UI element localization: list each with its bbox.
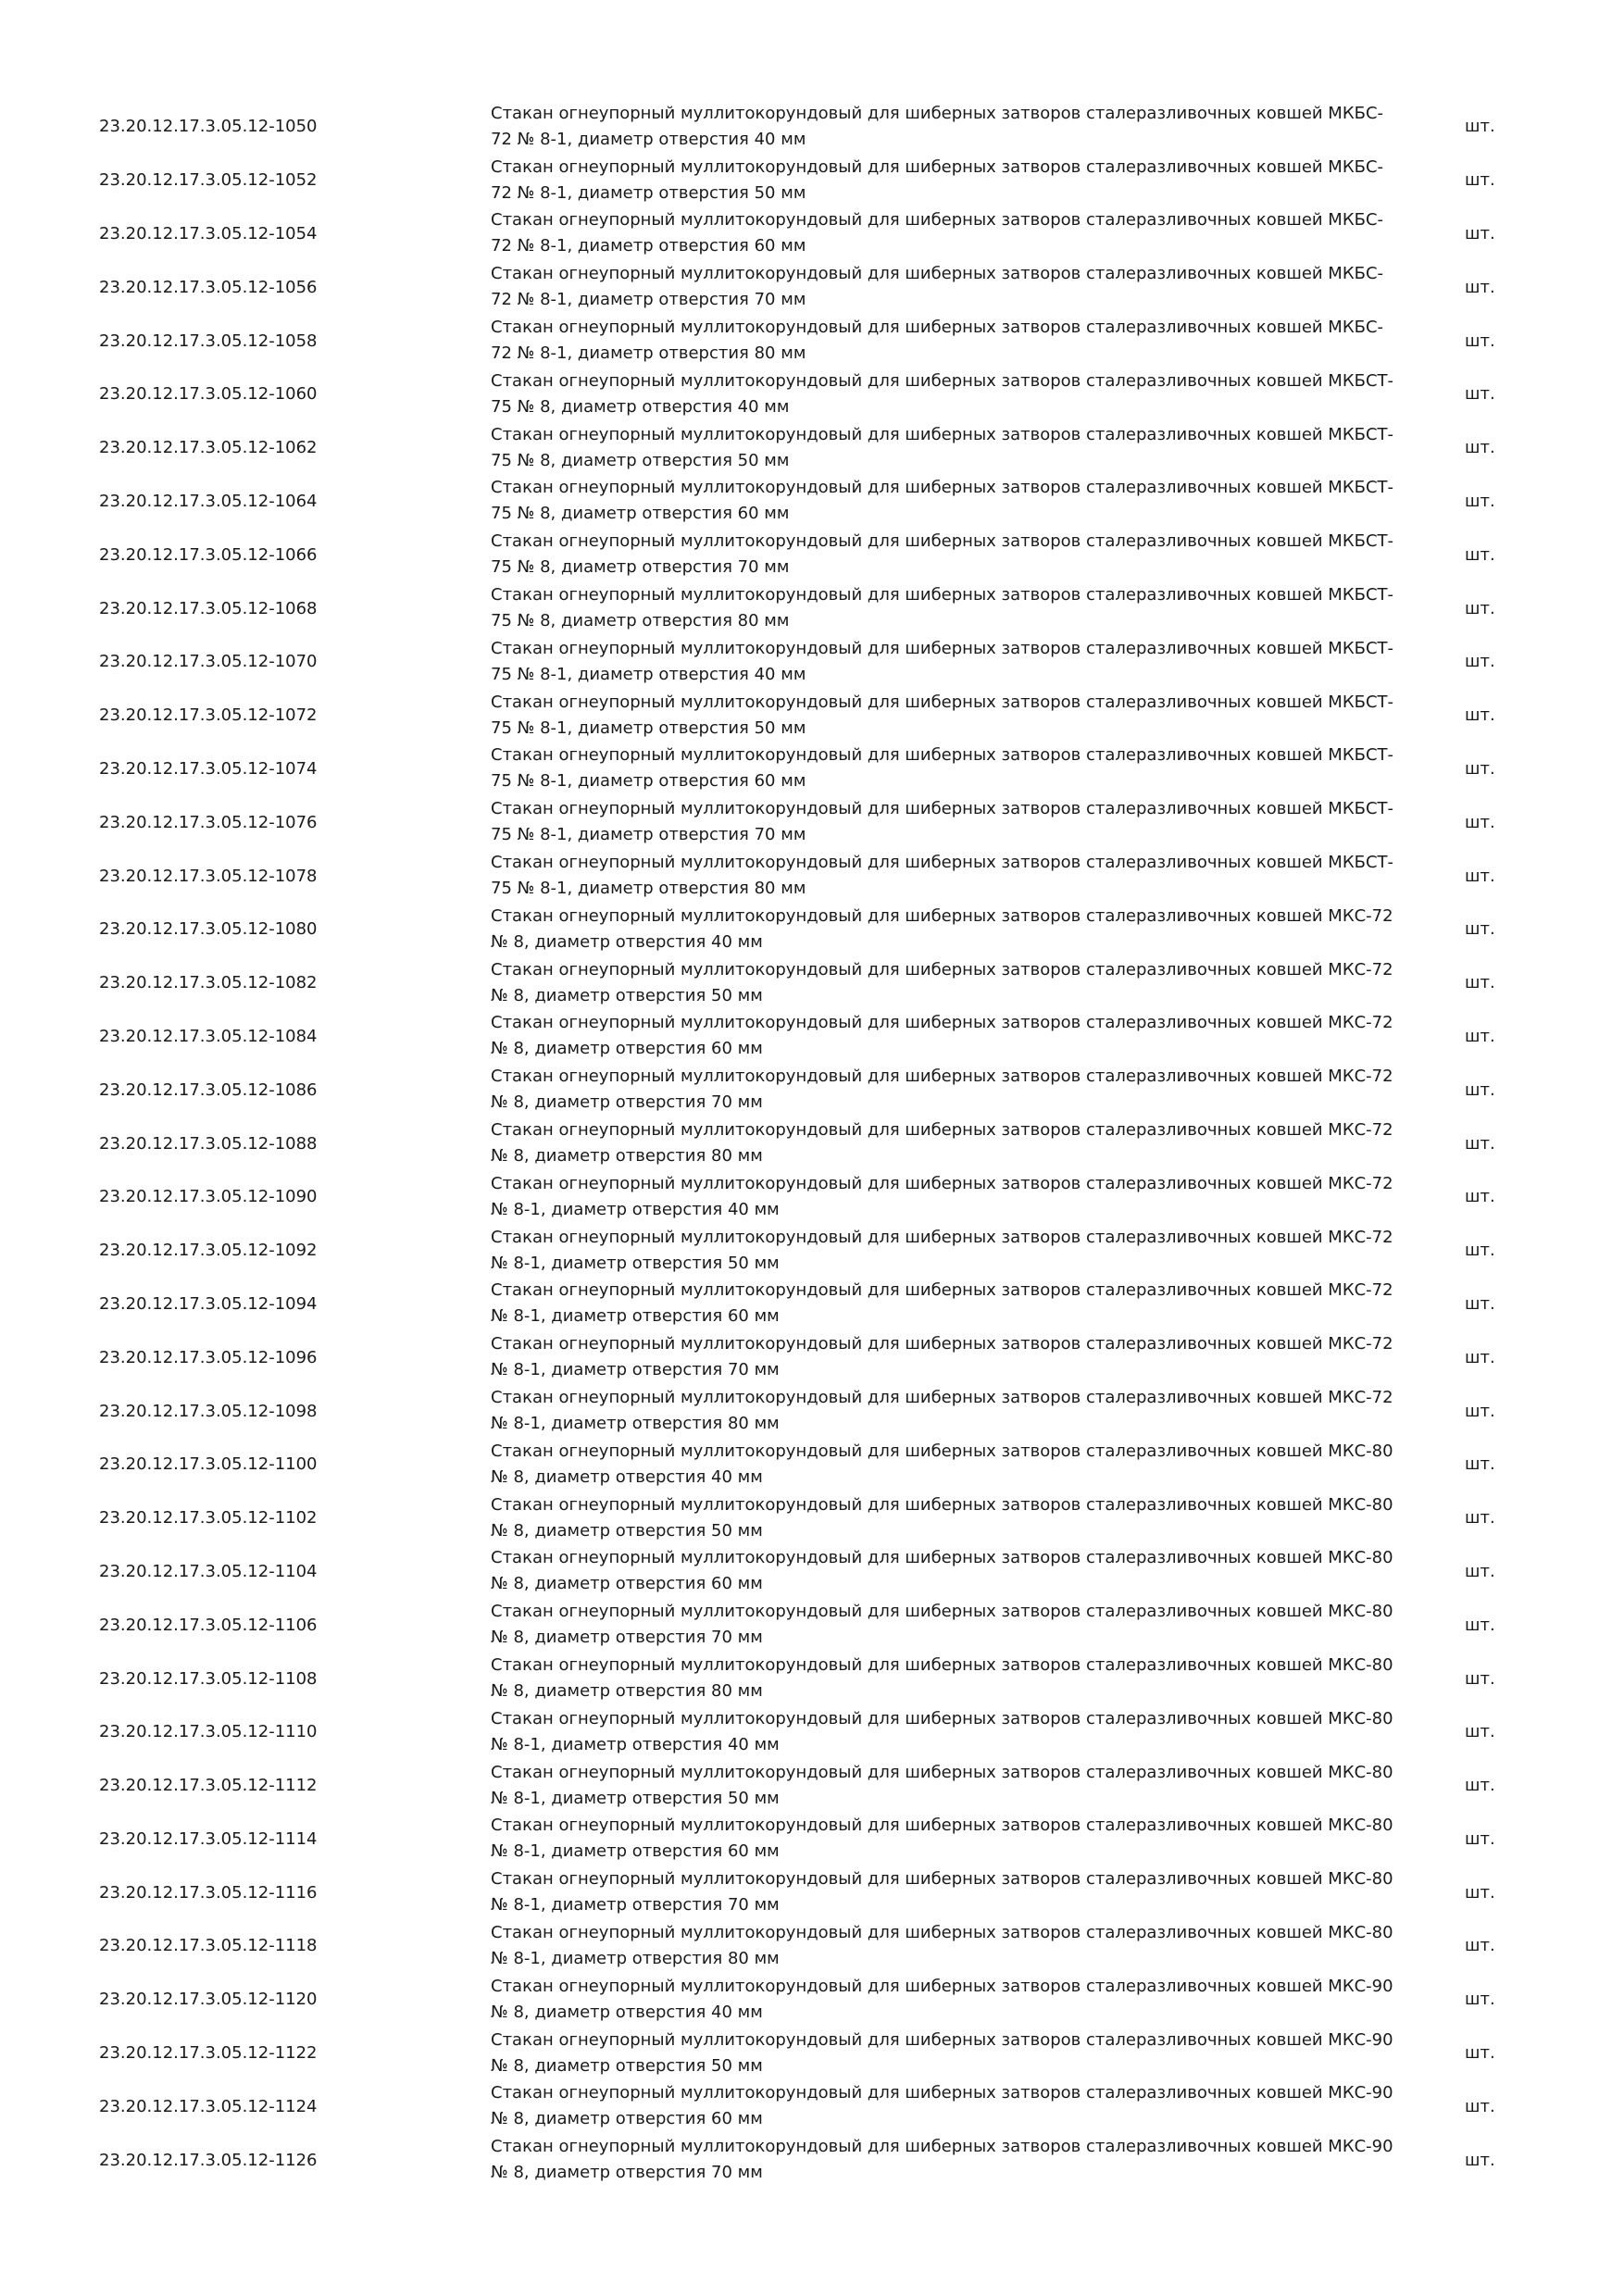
item-description-line-1: Стакан огнеупорный муллитокорундовый для шиберных затворов сталеразливочных ковшей МКБСТ- — [491, 638, 1394, 658]
item-unit: шт. — [1465, 2043, 1495, 2064]
item-code: 23.20.12.17.3.05.12-1086 — [99, 1079, 318, 1100]
item-description-line-1: Стакан огнеупорный муллитокорундовый для шиберных затворов сталеразливочных ковшей МКС-80 — [491, 1762, 1393, 1782]
item-description — [491, 903, 1465, 956]
table-row — [99, 1438, 1562, 1491]
item-description-line-2: № 8, диаметр отверстия 80 мм — [491, 1146, 763, 1167]
item-description-line-2: 75 № 8, диаметр отверстия 50 мм — [491, 450, 790, 470]
item-unit: шт. — [1465, 544, 1495, 565]
table-row — [99, 903, 1562, 956]
table-row — [99, 154, 1562, 207]
item-unit: шт. — [1465, 438, 1495, 458]
table-row — [99, 635, 1562, 689]
item-description — [491, 260, 1465, 314]
item-description — [491, 1813, 1465, 1866]
item-unit: шт. — [1465, 1776, 1495, 1796]
item-description-line-2: № 8-1, диаметр отверстия 80 мм — [491, 1948, 780, 1968]
item-description — [491, 689, 1465, 742]
item-description-line-1: Стакан огнеупорный муллитокорундовый для шиберных затворов сталеразливочных ковшей МКС-72 — [491, 1388, 1393, 1408]
item-description — [491, 368, 1465, 421]
item-code: 23.20.12.17.3.05.12-1094 — [99, 1293, 318, 1314]
item-description-line-1: Стакан огнеупорный муллитокорундовый для шиберных затворов сталеразливочных ковшей МКБС- — [491, 318, 1384, 338]
item-description — [491, 1545, 1465, 1599]
item-description — [491, 1224, 1465, 1278]
item-description — [491, 154, 1465, 207]
item-unit: шт. — [1465, 598, 1495, 618]
table-row — [99, 1384, 1562, 1438]
item-description-line-2: № 8-1, диаметр отверстия 60 мм — [491, 1306, 780, 1327]
item-code: 23.20.12.17.3.05.12-1120 — [99, 1990, 318, 2010]
item-description-line-1: Стакан огнеупорный муллитокорундовый для шиберных затворов сталеразливочных ковшей МКБСТ- — [491, 370, 1394, 391]
item-description-line-2: 75 № 8, диаметр отверстия 80 мм — [491, 611, 790, 631]
item-description-line-2: № 8, диаметр отверстия 40 мм — [491, 1466, 763, 1487]
item-code: 23.20.12.17.3.05.12-1068 — [99, 598, 318, 618]
item-description — [491, 1652, 1465, 1705]
item-description — [491, 1598, 1465, 1652]
item-unit: шт. — [1465, 1990, 1495, 2010]
table-row — [99, 2133, 1562, 2187]
item-code: 23.20.12.17.3.05.12-1126 — [99, 2150, 318, 2170]
item-description-line-1: Стакан огнеупорный муллитокорундовый для шиберных затворов сталеразливочных ковшей МКБС- — [491, 103, 1384, 123]
item-unit: шт. — [1465, 1722, 1495, 1742]
table-row — [99, 795, 1562, 849]
item-unit: шт. — [1465, 652, 1495, 672]
item-description — [491, 475, 1465, 529]
item-unit: шт. — [1465, 1508, 1495, 1529]
item-description-line-1: Стакан огнеупорный муллитокорундовый для шиберных затворов сталеразливочных ковшей МКС-80 — [491, 1922, 1393, 1942]
item-code: 23.20.12.17.3.05.12-1092 — [99, 1241, 318, 1261]
item-description-line-2: № 8, диаметр отверстия 50 мм — [491, 2055, 763, 2076]
item-code: 23.20.12.17.3.05.12-1110 — [99, 1722, 318, 1742]
item-description-line-1: Стакан огнеупорный муллитокорундовый для шиберных затворов сталеразливочных ковшей МКБС- — [491, 264, 1384, 284]
item-code: 23.20.12.17.3.05.12-1108 — [99, 1668, 318, 1689]
item-description-line-2: 75 № 8-1, диаметр отверстия 60 мм — [491, 771, 806, 792]
item-description-line-1: Стакан огнеупорный муллитокорундовый для шиберных затворов сталеразливочных ковшей МКС-72 — [491, 1067, 1393, 1087]
item-description — [491, 635, 1465, 689]
table-row — [99, 1491, 1562, 1545]
item-code: 23.20.12.17.3.05.12-1062 — [99, 438, 318, 458]
table-row — [99, 1170, 1562, 1224]
item-description-line-2: 75 № 8, диаметр отверстия 70 мм — [491, 557, 790, 578]
item-description-line-2: № 8-1, диаметр отверстия 70 мм — [491, 1360, 780, 1380]
item-description-line-2: 72 № 8-1, диаметр отверстия 60 мм — [491, 236, 806, 256]
item-unit: шт. — [1465, 812, 1495, 832]
item-description — [491, 1010, 1465, 1064]
item-code: 23.20.12.17.3.05.12-1090 — [99, 1187, 318, 1207]
item-unit: шт. — [1465, 491, 1495, 511]
item-description-line-1: Стакан огнеупорный муллитокорундовый для шиберных затворов сталеразливочных ковшей МКС-80 — [491, 1602, 1393, 1622]
table-row — [99, 1598, 1562, 1652]
table-row — [99, 742, 1562, 796]
item-description-line-1: Стакан огнеупорный муллитокорундовый для шиберных затворов сталеразливочных ковшей МКС-72 — [491, 1334, 1393, 1354]
item-code: 23.20.12.17.3.05.12-1054 — [99, 223, 318, 243]
item-description — [491, 2133, 1465, 2187]
item-description-line-1: Стакан огнеупорный муллитокорундовый для шиберных затворов сталеразливочных ковшей МКС-72 — [491, 1013, 1393, 1033]
item-unit: шт. — [1465, 277, 1495, 297]
table-row — [99, 1278, 1562, 1331]
item-description — [491, 1866, 1465, 1919]
item-description-line-2: № 8, диаметр отверстия 50 мм — [491, 985, 763, 1005]
item-unit: шт. — [1465, 331, 1495, 351]
item-description — [491, 1063, 1465, 1117]
table-row — [99, 2079, 1562, 2133]
item-description-line-1: Стакан огнеупорный муллитокорундовый для шиберных затворов сталеразливочных ковшей МКБСТ- — [491, 692, 1394, 712]
item-description — [491, 314, 1465, 368]
item-description — [491, 581, 1465, 635]
item-description — [491, 100, 1465, 154]
item-unit: шт. — [1465, 919, 1495, 940]
item-code: 23.20.12.17.3.05.12-1074 — [99, 758, 318, 779]
item-description-line-1: Стакан огнеупорный муллитокорундовый для шиберных затворов сталеразливочных ковшей МКС-90 — [491, 2137, 1393, 2157]
item-unit: шт. — [1465, 117, 1495, 137]
table-row — [99, 1063, 1562, 1117]
item-description-line-2: № 8-1, диаметр отверстия 50 мм — [491, 1253, 780, 1273]
item-code: 23.20.12.17.3.05.12-1122 — [99, 2043, 318, 2064]
table-row — [99, 207, 1562, 261]
table-row — [99, 1973, 1562, 2027]
item-description — [491, 1117, 1465, 1170]
table-row — [99, 421, 1562, 475]
item-description-line-1: Стакан огнеупорный муллитокорундовый для шиберных затворов сталеразливочных ковшей МКБСТ- — [491, 745, 1394, 766]
table-row — [99, 849, 1562, 903]
table-row — [99, 956, 1562, 1010]
table-row — [99, 1652, 1562, 1705]
item-unit: шт. — [1465, 1882, 1495, 1903]
item-description-line-2: № 8-1, диаметр отверстия 70 мм — [491, 1895, 780, 1915]
item-code: 23.20.12.17.3.05.12-1116 — [99, 1882, 318, 1903]
item-code: 23.20.12.17.3.05.12-1124 — [99, 2096, 318, 2116]
item-unit: шт. — [1465, 973, 1495, 993]
item-description — [491, 849, 1465, 903]
item-description — [491, 421, 1465, 475]
table-row — [99, 528, 1562, 581]
item-unit: шт. — [1465, 1936, 1495, 1956]
item-description-line-2: № 8, диаметр отверстия 70 мм — [491, 1092, 763, 1113]
item-code: 23.20.12.17.3.05.12-1072 — [99, 705, 318, 726]
table-row — [99, 1919, 1562, 1973]
item-code: 23.20.12.17.3.05.12-1082 — [99, 973, 318, 993]
item-description — [491, 1170, 1465, 1224]
item-unit: шт. — [1465, 758, 1495, 779]
table-row — [99, 2027, 1562, 2080]
item-code: 23.20.12.17.3.05.12-1056 — [99, 277, 318, 297]
table-row — [99, 1010, 1562, 1064]
item-description-line-1: Стакан огнеупорный муллитокорундовый для шиберных затворов сталеразливочных ковшей МКС-80 — [491, 1655, 1393, 1675]
item-description — [491, 1705, 1465, 1759]
table-row — [99, 581, 1562, 635]
item-code: 23.20.12.17.3.05.12-1102 — [99, 1508, 318, 1529]
item-code: 23.20.12.17.3.05.12-1078 — [99, 866, 318, 886]
table-row — [99, 1545, 1562, 1599]
item-description — [491, 528, 1465, 581]
item-description — [491, 1330, 1465, 1384]
item-code: 23.20.12.17.3.05.12-1096 — [99, 1347, 318, 1367]
item-unit: шт. — [1465, 1668, 1495, 1689]
item-code: 23.20.12.17.3.05.12-1084 — [99, 1026, 318, 1046]
item-description — [491, 1384, 1465, 1438]
item-description-line-1: Стакан огнеупорный муллитокорундовый для шиберных затворов сталеразливочных ковшей МКБСТ- — [491, 478, 1394, 498]
item-description — [491, 795, 1465, 849]
item-code: 23.20.12.17.3.05.12-1098 — [99, 1401, 318, 1421]
item-description — [491, 207, 1465, 261]
item-description-line-2: 75 № 8-1, диаметр отверстия 40 мм — [491, 664, 806, 684]
item-description-line-1: Стакан огнеупорный муллитокорундовый для шиберных затворов сталеразливочных ковшей МКС-80 — [491, 1708, 1393, 1728]
item-description-line-2: 72 № 8-1, диаметр отверстия 80 мм — [491, 343, 806, 364]
item-description-line-2: № 8, диаметр отверстия 60 мм — [491, 2109, 763, 2129]
item-description — [491, 1438, 1465, 1491]
item-unit: шт. — [1465, 2150, 1495, 2170]
item-code: 23.20.12.17.3.05.12-1058 — [99, 331, 318, 351]
item-description — [491, 2079, 1465, 2133]
table-row — [99, 1224, 1562, 1278]
item-description-line-2: № 8, диаметр отверстия 70 мм — [491, 2163, 763, 2183]
item-description-line-1: Стакан огнеупорный муллитокорундовый для шиберных затворов сталеразливочных ковшей МКБСТ- — [491, 585, 1394, 605]
item-description-line-1: Стакан огнеупорный муллитокорундовый для шиберных затворов сталеразливочных ковшей МКС-72 — [491, 1227, 1393, 1247]
item-description-line-2: 75 № 8-1, диаметр отверстия 50 мм — [491, 718, 806, 738]
item-description — [491, 1491, 1465, 1545]
item-description-line-1: Стакан огнеупорный муллитокорундовый для шиберных затворов сталеразливочных ковшей МКС-90 — [491, 1976, 1393, 1996]
table-row — [99, 1705, 1562, 1759]
item-unit: шт. — [1465, 170, 1495, 191]
item-description-line-1: Стакан огнеупорный муллитокорундовый для шиберных затворов сталеразливочных ковшей МКС-90 — [491, 2083, 1393, 2103]
item-code: 23.20.12.17.3.05.12-1114 — [99, 1828, 318, 1849]
item-description-line-2: 75 № 8, диаметр отверстия 40 мм — [491, 396, 790, 417]
item-description-line-1: Стакан огнеупорный муллитокорундовый для шиберных затворов сталеразливочных ковшей МКС-80 — [491, 1494, 1393, 1515]
item-unit: шт. — [1465, 1187, 1495, 1207]
table-row — [99, 100, 1562, 154]
item-code: 23.20.12.17.3.05.12-1050 — [99, 117, 318, 137]
item-unit: шт. — [1465, 1133, 1495, 1154]
item-code: 23.20.12.17.3.05.12-1060 — [99, 384, 318, 405]
item-description-line-2: 75 № 8, диаметр отверстия 60 мм — [491, 504, 790, 524]
item-unit: шт. — [1465, 223, 1495, 243]
item-unit: шт. — [1465, 1026, 1495, 1046]
item-description-line-2: № 8-1, диаметр отверстия 40 мм — [491, 1734, 780, 1754]
table-row — [99, 368, 1562, 421]
item-description-line-1: Стакан огнеупорный муллитокорундовый для шиберных затворов сталеразливочных ковшей МКБСТ- — [491, 531, 1394, 552]
item-code: 23.20.12.17.3.05.12-1070 — [99, 652, 318, 672]
item-description — [491, 1973, 1465, 2027]
item-description-line-2: № 8, диаметр отверстия 60 мм — [491, 1574, 763, 1594]
item-description-line-1: Стакан огнеупорный муллитокорундовый для шиберных затворов сталеразливочных ковшей МКС-80 — [491, 1816, 1393, 1836]
item-code: 23.20.12.17.3.05.12-1118 — [99, 1936, 318, 1956]
table-row — [99, 260, 1562, 314]
item-description-line-1: Стакан огнеупорный муллитокорундовый для шиберных затворов сталеразливочных ковшей МКС-80 — [491, 1441, 1393, 1461]
item-code: 23.20.12.17.3.05.12-1100 — [99, 1454, 318, 1475]
item-unit: шт. — [1465, 1615, 1495, 1635]
item-unit: шт. — [1465, 1293, 1495, 1314]
item-description — [491, 742, 1465, 796]
item-code: 23.20.12.17.3.05.12-1052 — [99, 170, 318, 191]
table-row — [99, 1866, 1562, 1919]
item-description-line-1: Стакан огнеупорный муллитокорундовый для шиберных затворов сталеразливочных ковшей МКС-80 — [491, 1869, 1393, 1890]
item-code: 23.20.12.17.3.05.12-1080 — [99, 919, 318, 940]
item-description-line-2: 72 № 8-1, диаметр отверстия 50 мм — [491, 182, 806, 203]
item-unit: шт. — [1465, 1347, 1495, 1367]
item-code: 23.20.12.17.3.05.12-1112 — [99, 1776, 318, 1796]
item-description — [491, 956, 1465, 1010]
item-unit: шт. — [1465, 866, 1495, 886]
item-description-line-2: 75 № 8-1, диаметр отверстия 80 мм — [491, 879, 806, 899]
item-description-line-2: № 8-1, диаметр отверстия 80 мм — [491, 1414, 780, 1434]
item-unit: шт. — [1465, 705, 1495, 726]
item-unit: шт. — [1465, 1828, 1495, 1849]
table-row — [99, 689, 1562, 742]
item-description-line-1: Стакан огнеупорный муллитокорундовый для шиберных затворов сталеразливочных ковшей МКС-72 — [491, 905, 1393, 926]
item-code: 23.20.12.17.3.05.12-1076 — [99, 812, 318, 832]
item-description-line-2: 72 № 8-1, диаметр отверстия 70 мм — [491, 290, 806, 310]
item-description-line-2: № 8-1, диаметр отверстия 40 мм — [491, 1199, 780, 1219]
table-row — [99, 475, 1562, 529]
item-description-line-2: № 8, диаметр отверстия 40 мм — [491, 2002, 763, 2022]
item-description-line-1: Стакан огнеупорный муллитокорундовый для шиберных затворов сталеразливочных ковшей МКБСТ- — [491, 424, 1394, 444]
item-description-line-2: № 8, диаметр отверстия 80 мм — [491, 1681, 763, 1701]
item-unit: шт. — [1465, 2096, 1495, 2116]
item-description-line-2: № 8, диаметр отверстия 50 мм — [491, 1520, 763, 1541]
item-description-line-2: № 8-1, диаметр отверстия 50 мм — [491, 1788, 780, 1808]
item-code: 23.20.12.17.3.05.12-1106 — [99, 1615, 318, 1635]
item-description — [491, 1278, 1465, 1331]
item-description-line-2: № 8, диаметр отверстия 40 мм — [491, 931, 763, 952]
item-unit: шт. — [1465, 1079, 1495, 1100]
item-description-line-1: Стакан огнеупорный муллитокорундовый для шиберных затворов сталеразливочных ковшей МКС-72 — [491, 1280, 1393, 1301]
item-code: 23.20.12.17.3.05.12-1066 — [99, 544, 318, 565]
item-code: 23.20.12.17.3.05.12-1064 — [99, 491, 318, 511]
item-description-line-2: № 8, диаметр отверстия 70 мм — [491, 1628, 763, 1648]
item-description — [491, 1759, 1465, 1813]
item-code: 23.20.12.17.3.05.12-1104 — [99, 1561, 318, 1581]
item-unit: шт. — [1465, 1454, 1495, 1475]
item-unit: шт. — [1465, 1241, 1495, 1261]
item-description-line-2: № 8, диаметр отверстия 60 мм — [491, 1039, 763, 1059]
table-row — [99, 1759, 1562, 1813]
table-row — [99, 314, 1562, 368]
table-row — [99, 1813, 1562, 1866]
item-unit: шт. — [1465, 1401, 1495, 1421]
item-description-line-1: Стакан огнеупорный муллитокорундовый для шиберных затворов сталеразливочных ковшей МКБСТ- — [491, 799, 1394, 819]
item-description-line-1: Стакан огнеупорный муллитокорундовый для шиберных затворов сталеразливочных ковшей МКБС- — [491, 210, 1384, 231]
item-code: 23.20.12.17.3.05.12-1088 — [99, 1133, 318, 1154]
item-description-line-1: Стакан огнеупорный муллитокорундовый для шиберных затворов сталеразливочных ковшей МКБСТ- — [491, 853, 1394, 873]
item-description-line-1: Стакан огнеупорный муллитокорундовый для шиберных затворов сталеразливочных ковшей МКС-90 — [491, 2029, 1393, 2050]
item-description-line-2: 72 № 8-1, диаметр отверстия 40 мм — [491, 129, 806, 149]
item-unit: шт. — [1465, 1561, 1495, 1581]
item-description-line-1: Стакан огнеупорный муллитокорундовый для шиберных затворов сталеразливочных ковшей МКБС- — [491, 156, 1384, 177]
items-table-body — [99, 100, 1562, 2187]
item-description-line-1: Стакан огнеупорный муллитокорундовый для шиберных затворов сталеразливочных ковшей МКС-72 — [491, 1173, 1393, 1193]
item-description-line-1: Стакан огнеупорный муллитокорундовый для шиберных затворов сталеразливочных ковшей МКС-72 — [491, 959, 1393, 980]
item-description-line-2: 75 № 8-1, диаметр отверстия 70 мм — [491, 825, 806, 845]
item-description — [491, 1919, 1465, 1973]
item-description-line-1: Стакан огнеупорный муллитокорундовый для шиберных затворов сталеразливочных ковшей МКС-72 — [491, 1120, 1393, 1141]
table-row — [99, 1330, 1562, 1384]
item-description-line-1: Стакан огнеупорный муллитокорундовый для шиберных затворов сталеразливочных ковшей МКС-80 — [491, 1548, 1393, 1568]
item-unit: шт. — [1465, 384, 1495, 405]
item-description — [491, 2027, 1465, 2080]
item-description-line-2: № 8-1, диаметр отверстия 60 мм — [491, 1841, 780, 1862]
table-row — [99, 1117, 1562, 1170]
items-table — [99, 100, 1562, 2187]
